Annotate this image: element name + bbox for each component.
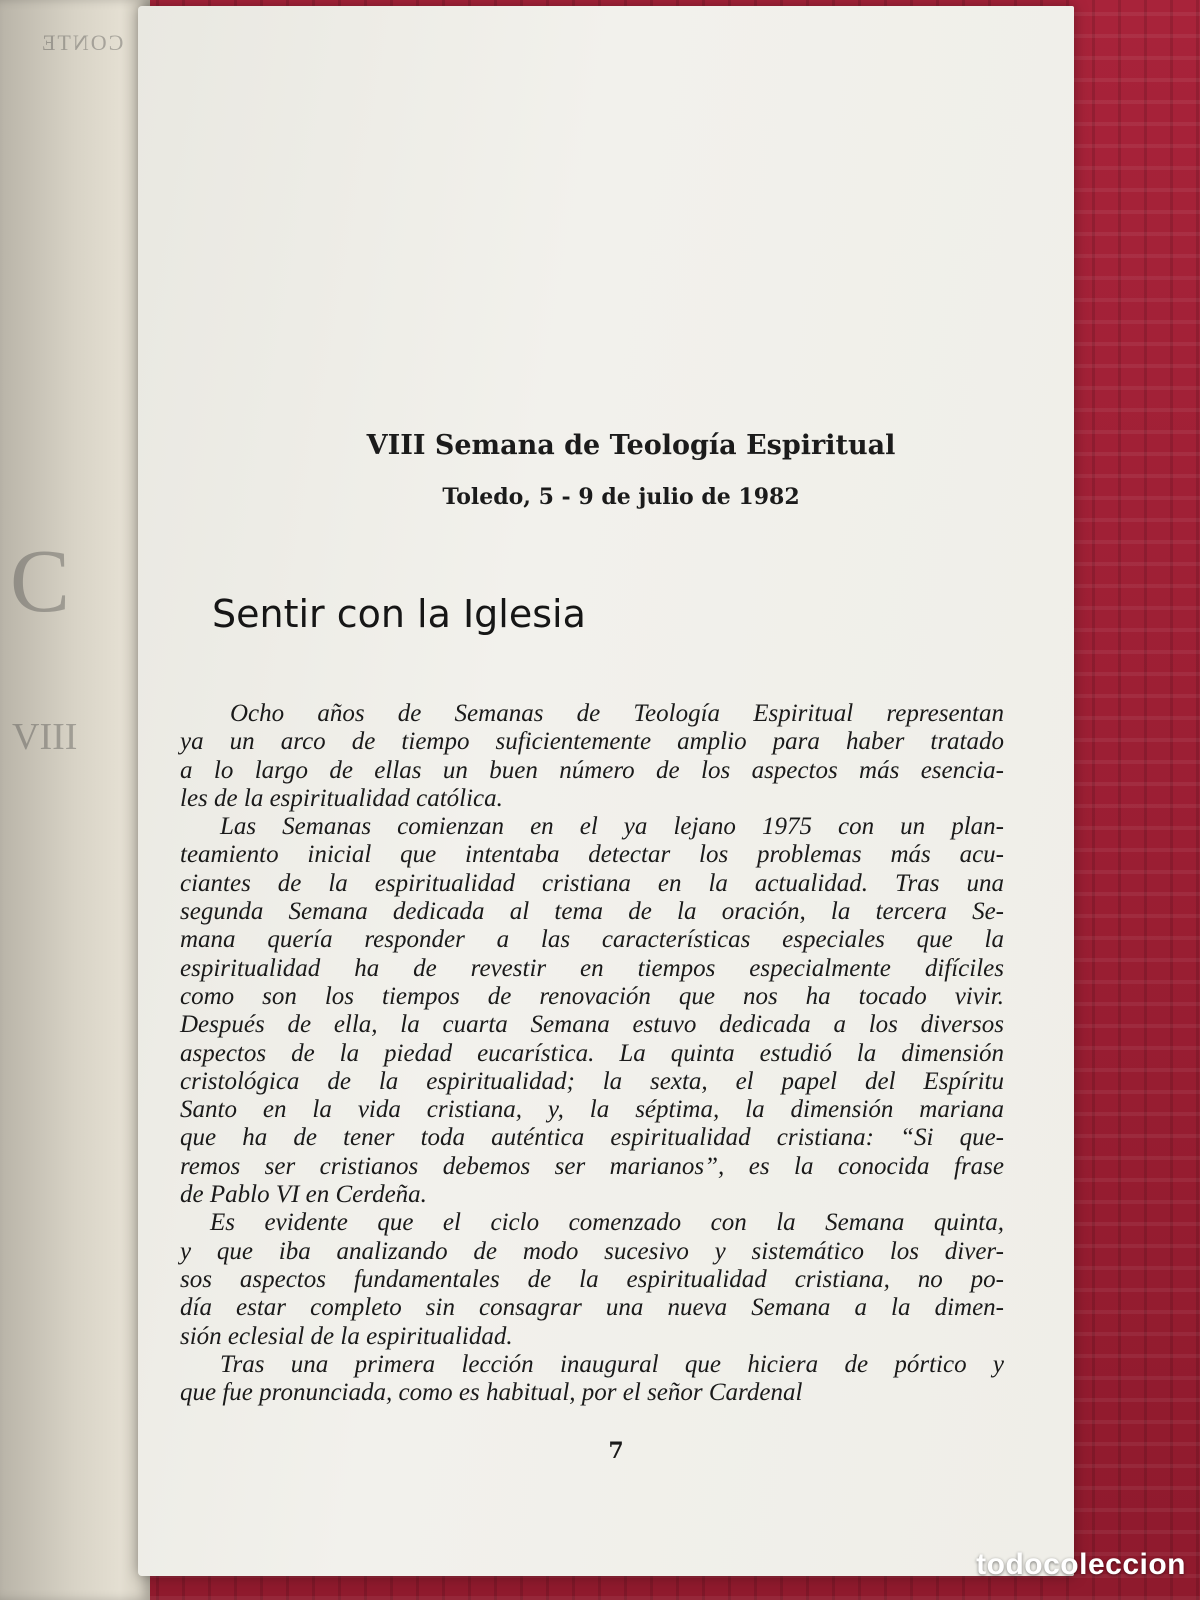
left-page-numeral: VIII bbox=[12, 716, 78, 758]
body-line: segunda Semana dedicada al tema de la oración, la tercera Se- bbox=[180, 898, 1004, 926]
body-line: día estar completo sin consagrar una nueva Semana a la dimen- bbox=[180, 1294, 1004, 1322]
section-title: Sentir con la Iglesia bbox=[212, 592, 586, 636]
body-line: aspectos de la piedad eucarística. La quinta estudió la dimensión bbox=[180, 1039, 1004, 1067]
page-number: 7 bbox=[608, 1438, 624, 1464]
body-line: Santo en la vida cristiana, y, la séptima, la dimensión mariana bbox=[180, 1096, 1004, 1124]
body-line: que fue pronunciada, como es habitual, por el señor Cardenal bbox=[180, 1379, 803, 1407]
body-line: como son los tiempos de renovación que nos ha tocado vivir. bbox=[180, 982, 1004, 1010]
watermark-logo: todocoleccion bbox=[976, 1548, 1186, 1581]
body-line: que ha de tener toda auténtica espiritualidad cristiana: “Si que- bbox=[180, 1124, 1004, 1152]
body-line: espiritualidad ha de revestir en tiempos especialmente difíciles bbox=[180, 954, 1004, 982]
body-line: Ocho años de Semanas de Teología Espiritual representan bbox=[230, 700, 1004, 727]
body-line: teamiento inicial que intentaba detectar los problemas más acu- bbox=[180, 841, 1004, 869]
body-line: Después de ella, la cuarta Semana estuvo dedicada a los diversos bbox=[180, 1011, 1004, 1039]
body-line: Las Semanas comienzan en el ya lejano 1975 con un plan- bbox=[220, 813, 1004, 841]
body-line: ciantes de la espiritualidad cristiana en la actualidad. Tras una bbox=[180, 869, 1004, 897]
body-line: a lo largo de ellas un buen número de los aspectos más esencia- bbox=[180, 756, 1004, 784]
event-subtitle: Toledo, 5 - 9 de julio de 1982 bbox=[442, 484, 800, 510]
body-line: remos ser cristianos debemos ser marianos”, es la conocida frase bbox=[180, 1152, 1004, 1180]
body-line: de Pablo VI en Cerdeña. bbox=[180, 1181, 427, 1209]
left-page-large-letter: C bbox=[10, 532, 71, 631]
body-line: les de la espiritualidad católica. bbox=[180, 784, 503, 812]
body-line: sión eclesial de la espiritualidad. bbox=[180, 1322, 513, 1350]
body-line: mana quería responder a las características especiales que la bbox=[180, 926, 1004, 954]
body-line: ya un arco de tiempo suficientemente amplio para haber tratado bbox=[180, 728, 1004, 756]
facing-left-page bbox=[0, 0, 150, 1600]
book-page bbox=[138, 6, 1074, 1576]
body-line: Es evidente que el ciclo comenzado con la Semana quinta, bbox=[210, 1209, 1004, 1237]
body-line: cristológica de la espiritualidad; la sexta, el papel del Espíritu bbox=[180, 1067, 1004, 1095]
event-title: VIII Semana de Teología Espiritual bbox=[366, 430, 896, 461]
body-text bbox=[180, 700, 1004, 1407]
body-line: Tras una primera lección inaugural que hiciera de pórtico y bbox=[220, 1350, 1004, 1378]
left-page-header-text: CONTE bbox=[40, 30, 124, 55]
body-line: sos aspectos fundamentales de la espiritualidad cristiana, no po- bbox=[180, 1265, 1004, 1293]
body-line: y que iba analizando de modo sucesivo y sistemático los diver- bbox=[180, 1237, 1004, 1265]
